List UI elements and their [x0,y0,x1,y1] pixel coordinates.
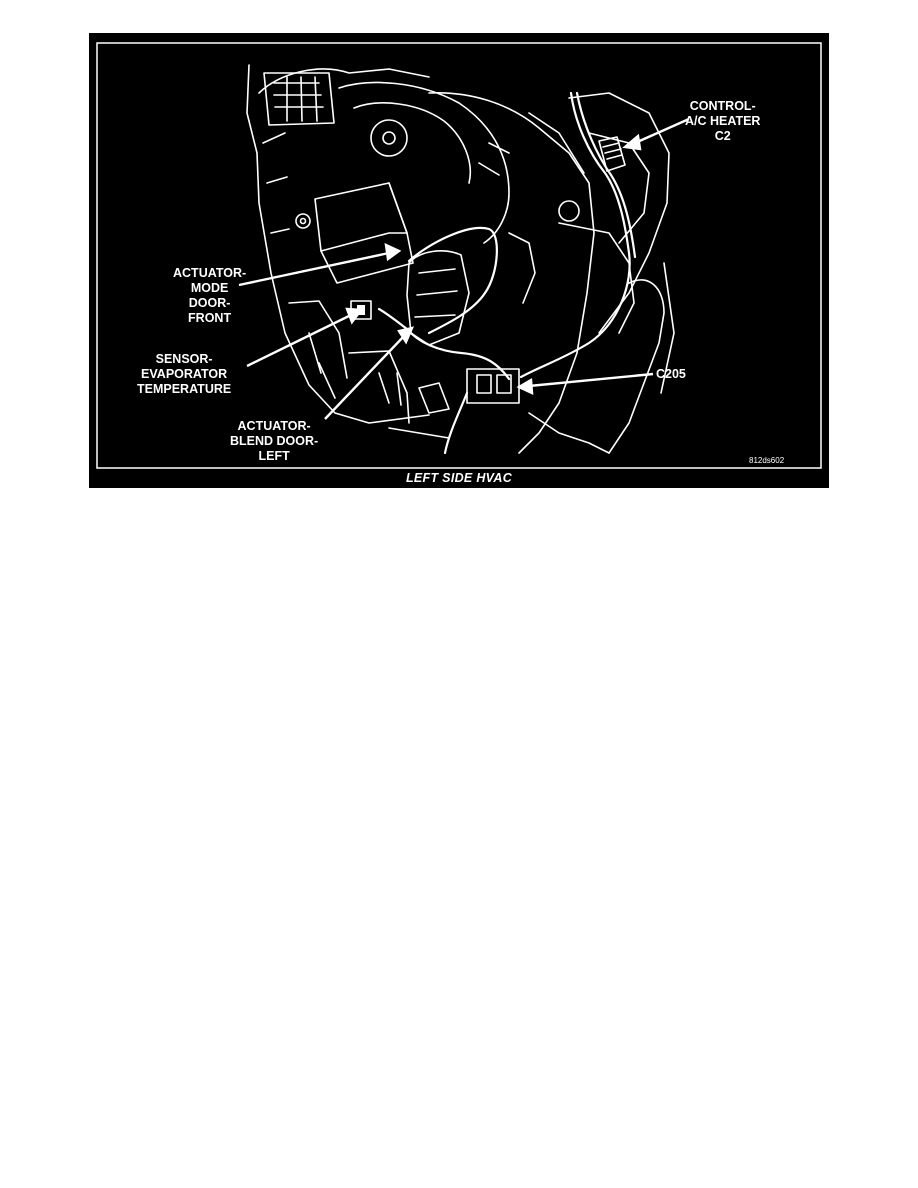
callout-actuator-mode-door-front [173,266,246,326]
callout-line: TEMPERATURE [137,382,232,396]
callout-line: EVAPORATOR [141,367,228,381]
callout-control-ac-heater-c2 [685,99,760,144]
callout-line: FRONT [188,311,232,325]
callout-line: ACTUATOR- [173,266,247,280]
arrow-mode-door [386,245,399,259]
arrow-c205 [519,380,532,393]
callout-actuator-blend-door-left [230,419,318,464]
callout-c205 [656,367,686,382]
callout-line: A/C HEATER [685,114,761,128]
callout-line: C205 [656,367,686,381]
leader-sensor [247,315,351,366]
callout-line: C2 [714,129,731,143]
leader-blend-door [325,335,405,419]
callout-line: ACTUATOR- [237,419,311,433]
callout-line: DOOR- [188,296,231,310]
figure-id: 812ds602 [749,456,785,465]
callout-line: BLEND DOOR- [230,434,319,448]
leader-mode-door [239,253,389,285]
hvac-housing [247,65,674,453]
callout-sensor-evaporator-temperature [137,352,231,397]
callout-line: SENSOR- [155,352,213,366]
callout-line: LEFT [258,449,290,463]
callout-line: MODE [190,281,229,295]
hvac-figure [89,33,829,488]
figure-caption: LEFT SIDE HVAC [405,471,513,485]
callout-line: CONTROL- [689,99,756,113]
leader-c205 [529,374,653,386]
